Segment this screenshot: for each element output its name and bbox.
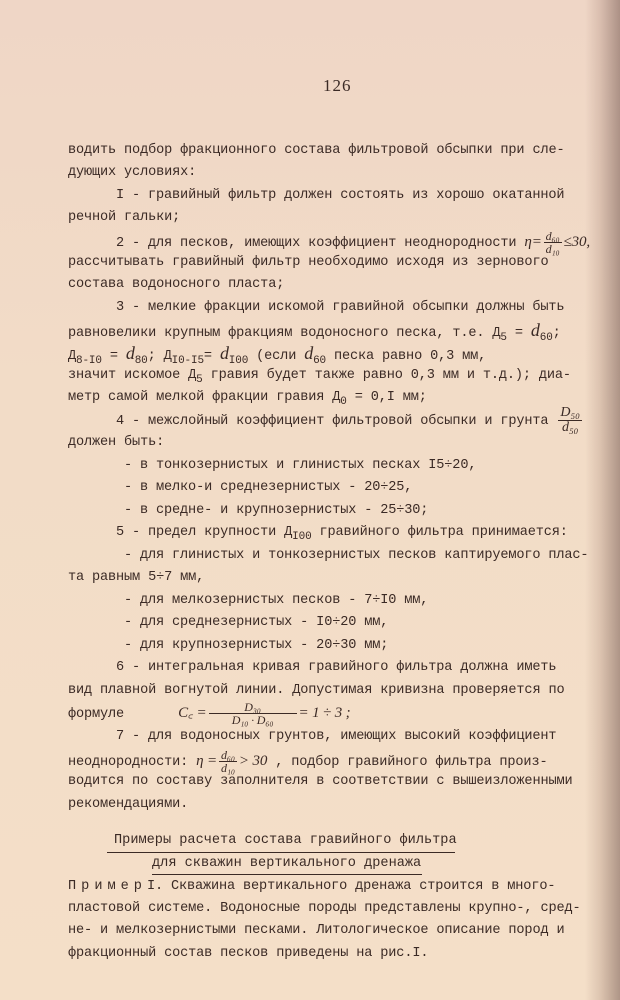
handwritten-d: d <box>530 320 540 340</box>
text-line: - для глинистых и тонкозернистых песков каптируемого плас- <box>124 548 589 563</box>
text-line: пластовой системе. Водоносные породы представлены крупно-, сред- <box>68 901 581 916</box>
formula-fraction <box>558 406 581 435</box>
text: ; <box>552 326 561 341</box>
list-item: - в средне- и крупнозернистых - 25÷30; <box>124 503 429 518</box>
text-line: водить подбор фракционного состава фильтровой обсыпки при сле- <box>68 143 565 158</box>
handwritten-d: d <box>125 343 135 363</box>
heading-underline <box>107 852 455 853</box>
formula-eq: = <box>531 234 542 250</box>
condition-7: 7 - для водоносных грунтов, имеющих высокий коэффициент <box>116 729 557 744</box>
numerator: D₃₀ <box>209 701 297 714</box>
section-heading-line-2: для скважин вертикального дренажа <box>152 856 422 871</box>
subscript: 60 <box>313 355 326 367</box>
condition-6: 6 - интегральная кривая гравийного фильтра должна иметь <box>116 660 557 675</box>
formula-fraction <box>544 230 562 255</box>
text: гравийного фильтра принимается: <box>311 525 568 540</box>
example-number: I. <box>146 879 163 894</box>
list-item: - для крупнозернистых - 20÷30 мм; <box>124 638 389 653</box>
heading-underline <box>152 874 422 875</box>
text-line: водится по составу заполнителя в соответствии с вышеизложенными <box>68 774 573 789</box>
text: 4 - межслойный коэффициент фильтровой обсыпки и грунта <box>116 414 557 429</box>
text: = <box>506 326 531 341</box>
text: (если <box>248 349 305 364</box>
text: песка равно 0,3 мм, <box>325 349 487 364</box>
text-line: должен быть: <box>68 435 165 450</box>
numerator: D₅₀ <box>560 404 580 420</box>
text: = 0,I мм; <box>346 390 427 405</box>
subscript: 5 <box>500 332 507 344</box>
denominator: d₁₀ <box>221 760 235 775</box>
numerator: d₆₀ <box>221 747 235 762</box>
text: = <box>101 349 126 364</box>
denominator: D₁₀ · D₆₀ <box>231 712 274 727</box>
formula-fraction <box>209 701 297 726</box>
formula-relation: ≤30, <box>563 234 590 250</box>
text: Д <box>68 349 77 364</box>
list-item: - для среднезернистых - I0÷20 мм, <box>124 615 389 630</box>
text-line: состава водоносного пласта; <box>68 277 285 292</box>
condition-5 <box>116 524 568 546</box>
formula-eta: η = <box>196 753 217 769</box>
section-heading-line-1: Примеры расчета состава гравийного фильтра <box>114 833 457 848</box>
formula-lhs: C꜀ = <box>178 705 207 721</box>
page-number: 126 <box>323 76 352 95</box>
subscript: I0-I5 <box>171 355 204 367</box>
subscript: 80 <box>134 355 148 367</box>
denominator: d₁₀ <box>545 241 560 256</box>
text: 5 - предел крупности Д <box>116 525 293 540</box>
list-item: - в мелко-и среднезернистых - 20÷25, <box>124 480 413 495</box>
subscript: I00 <box>228 355 249 367</box>
text-line: не- и мелкозернистыми песками. Литологическое описание пород и <box>68 923 565 938</box>
subscript: 60 <box>539 332 553 344</box>
denominator: d₅₀ <box>561 419 579 435</box>
condition-1: I - гравийный фильтр должен состоять из хорошо окатанной <box>116 188 565 203</box>
list-item: - для мелкозернистых песков - 7÷I0 мм, <box>124 593 429 608</box>
text: , подбор гравийного фильтра произ- <box>267 755 548 770</box>
text: Скважина вертикального дренажа строится в много- <box>162 879 556 894</box>
subscript: 8-I0 <box>76 355 102 367</box>
formula-fraction <box>219 749 237 774</box>
numerator: d₆₀ <box>545 228 560 243</box>
example-label: Пример <box>68 879 147 894</box>
text: метр самой мелкой фракции гравия Д <box>68 390 341 405</box>
text-line: вид плавной вогнутой линии. Допустимая кривизна проверяется по <box>68 683 565 698</box>
text-line: рекомендациями. <box>68 797 189 812</box>
subscript: I00 <box>292 531 312 543</box>
text: 2 - для песков, имеющих коэффициент неоднородности <box>116 236 525 251</box>
text-line: фракционный состав песков приведены на рис.I. <box>68 946 429 961</box>
text: равновелики крупным фракциям водоносного песка, т.е. Д <box>68 326 501 341</box>
subscript: 0 <box>340 396 347 408</box>
text-line <box>68 367 571 389</box>
text-line: речной гальки; <box>68 210 181 225</box>
text: = <box>203 349 220 364</box>
condition-4 <box>116 402 584 442</box>
list-item: - в тонкозернистых и глинистых песках I5÷20, <box>124 458 477 473</box>
text-line: рассчитывать гравийный фильтр необходимо исходя из зернового <box>68 255 549 270</box>
text: неоднородности: <box>68 755 197 770</box>
text-line: та равным 5÷7 мм, <box>68 570 205 585</box>
subscript: 5 <box>196 374 203 386</box>
text: гравия будет также равно 0,3 мм и т.д.); диа- <box>202 368 571 383</box>
handwritten-d: d <box>219 343 229 363</box>
formula-eta: η <box>524 234 532 250</box>
text: значит искомое Д <box>68 368 197 383</box>
text: ; Д <box>147 349 172 364</box>
condition-3: 3 - мелкие фракции искомой гравийной обсыпки должны быть <box>116 300 565 315</box>
handwritten-d: d <box>304 343 314 363</box>
text: формуле <box>68 707 125 722</box>
example-1 <box>68 878 555 896</box>
formula-relation: > 30 <box>238 753 268 769</box>
formula-rhs: = 1 ÷ 3 ; <box>298 705 351 721</box>
text-line: дующих условиях: <box>68 165 197 180</box>
